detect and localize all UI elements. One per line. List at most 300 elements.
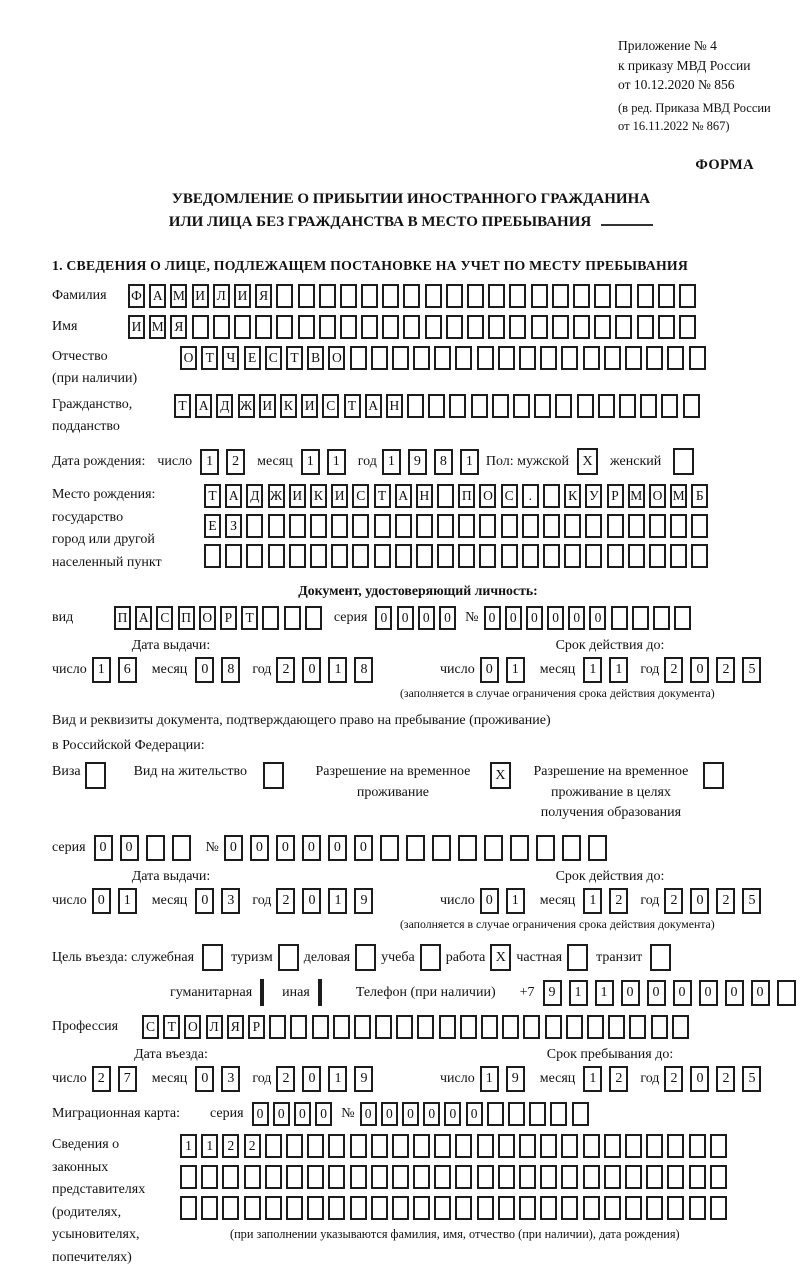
char-cell[interactable]	[531, 315, 548, 339]
char-cell[interactable]	[328, 1196, 345, 1220]
char-cell[interactable]: 1	[569, 980, 588, 1006]
char-cell[interactable]: Р	[607, 484, 624, 508]
char-cell[interactable]	[674, 606, 691, 630]
char-cell[interactable]: 1	[480, 1066, 499, 1092]
char-cell[interactable]: 6	[118, 657, 137, 683]
char-cell[interactable]: 1	[583, 657, 602, 683]
char-cell[interactable]: 1	[328, 888, 347, 914]
char-cell[interactable]	[536, 835, 555, 861]
char-cell[interactable]: 1	[506, 657, 525, 683]
char-cell[interactable]: 3	[221, 1066, 240, 1092]
char-cell[interactable]	[392, 1134, 409, 1158]
char-cell[interactable]: 5	[742, 888, 761, 914]
char-cell[interactable]	[481, 1015, 498, 1039]
char-cell[interactable]	[307, 1134, 324, 1158]
purpose-humanitarian-checkbox[interactable]	[260, 979, 264, 1006]
char-cell[interactable]	[269, 1015, 286, 1039]
char-cell[interactable]	[395, 514, 412, 538]
char-cell[interactable]: С	[265, 346, 282, 370]
char-cell[interactable]	[653, 606, 670, 630]
char-cell[interactable]	[286, 1134, 303, 1158]
char-cell[interactable]: 0	[439, 606, 456, 630]
char-cell[interactable]	[710, 1196, 727, 1220]
char-cell[interactable]	[284, 606, 301, 630]
char-cell[interactable]	[298, 315, 315, 339]
char-cell[interactable]: 1	[118, 888, 137, 914]
char-cell[interactable]	[625, 1196, 642, 1220]
char-cell[interactable]: А	[195, 394, 212, 418]
char-cell[interactable]: 1	[328, 657, 347, 683]
char-cell[interactable]	[604, 1134, 621, 1158]
char-cell[interactable]	[540, 1134, 557, 1158]
char-cell[interactable]: О	[479, 484, 496, 508]
char-cell[interactable]: О	[199, 606, 216, 630]
char-cell[interactable]	[649, 514, 666, 538]
char-cell[interactable]	[425, 315, 442, 339]
char-cell[interactable]: И	[259, 394, 276, 418]
char-cell[interactable]: 0	[94, 835, 113, 861]
char-cell[interactable]: Ж	[238, 394, 255, 418]
char-cell[interactable]: М	[170, 284, 187, 308]
purpose-official-checkbox[interactable]	[202, 944, 223, 971]
char-cell[interactable]	[519, 346, 536, 370]
char-cell[interactable]	[577, 394, 594, 418]
char-cell[interactable]: 2	[92, 1066, 111, 1092]
char-cell[interactable]: 0	[568, 606, 585, 630]
char-cell[interactable]: 0	[195, 657, 214, 683]
char-cell[interactable]: 0	[294, 1102, 311, 1126]
char-cell[interactable]	[689, 346, 706, 370]
char-cell[interactable]	[265, 1134, 282, 1158]
char-cell[interactable]	[371, 1134, 388, 1158]
char-cell[interactable]	[449, 394, 466, 418]
char-cell[interactable]: 0	[690, 657, 709, 683]
char-cell[interactable]	[350, 1196, 367, 1220]
char-cell[interactable]	[460, 1015, 477, 1039]
char-cell[interactable]: И	[289, 484, 306, 508]
char-cell[interactable]: Т	[201, 346, 218, 370]
char-cell[interactable]	[413, 1134, 430, 1158]
char-cell[interactable]	[540, 1165, 557, 1189]
char-cell[interactable]: У	[585, 484, 602, 508]
char-cell[interactable]: Т	[344, 394, 361, 418]
char-cell[interactable]: Т	[374, 484, 391, 508]
char-cell[interactable]	[340, 315, 357, 339]
char-cell[interactable]	[658, 315, 675, 339]
char-cell[interactable]: 2	[664, 657, 683, 683]
char-cell[interactable]: 5	[742, 1066, 761, 1092]
char-cell[interactable]	[501, 514, 518, 538]
char-cell[interactable]: И	[234, 284, 251, 308]
char-cell[interactable]	[246, 544, 263, 568]
char-cell[interactable]: Н	[386, 394, 403, 418]
char-cell[interactable]: П	[458, 484, 475, 508]
char-cell[interactable]: 0	[302, 888, 321, 914]
char-cell[interactable]: Е	[204, 514, 221, 538]
char-cell[interactable]	[691, 514, 708, 538]
char-cell[interactable]: 8	[354, 657, 373, 683]
char-cell[interactable]	[350, 1134, 367, 1158]
char-cell[interactable]	[180, 1196, 197, 1220]
char-cell[interactable]: 9	[354, 888, 373, 914]
char-cell[interactable]	[498, 346, 515, 370]
char-cell[interactable]: О	[184, 1015, 201, 1039]
char-cell[interactable]	[374, 514, 391, 538]
char-cell[interactable]: 0	[699, 980, 718, 1006]
char-cell[interactable]: 0	[418, 606, 435, 630]
char-cell[interactable]: 0	[621, 980, 640, 1006]
char-cell[interactable]	[611, 606, 628, 630]
char-cell[interactable]	[667, 1196, 684, 1220]
char-cell[interactable]: 0	[315, 1102, 332, 1126]
char-cell[interactable]: 2	[664, 1066, 683, 1092]
char-cell[interactable]: 1	[180, 1134, 197, 1158]
char-cell[interactable]: И	[331, 484, 348, 508]
char-cell[interactable]	[286, 1196, 303, 1220]
char-cell[interactable]	[432, 835, 451, 861]
char-cell[interactable]: 0	[505, 606, 522, 630]
char-cell[interactable]: 1	[609, 657, 628, 683]
char-cell[interactable]	[543, 544, 560, 568]
char-cell[interactable]: 0	[302, 835, 321, 861]
char-cell[interactable]: 0	[375, 606, 392, 630]
char-cell[interactable]: 0	[725, 980, 744, 1006]
char-cell[interactable]	[354, 1015, 371, 1039]
char-cell[interactable]	[392, 1165, 409, 1189]
char-cell[interactable]: Б	[691, 484, 708, 508]
char-cell[interactable]: Т	[174, 394, 191, 418]
char-cell[interactable]	[564, 544, 581, 568]
char-cell[interactable]: Л	[206, 1015, 223, 1039]
char-cell[interactable]: 9	[408, 449, 427, 475]
char-cell[interactable]	[361, 284, 378, 308]
char-cell[interactable]	[213, 315, 230, 339]
char-cell[interactable]	[540, 346, 557, 370]
char-cell[interactable]	[683, 394, 700, 418]
char-cell[interactable]	[455, 1196, 472, 1220]
char-cell[interactable]	[307, 1196, 324, 1220]
char-cell[interactable]	[234, 315, 251, 339]
sex-female-checkbox[interactable]	[673, 448, 694, 475]
char-cell[interactable]	[672, 1015, 689, 1039]
char-cell[interactable]	[458, 544, 475, 568]
char-cell[interactable]	[607, 544, 624, 568]
char-cell[interactable]: 0	[120, 835, 139, 861]
char-cell[interactable]	[437, 484, 454, 508]
char-cell[interactable]: В	[307, 346, 324, 370]
char-cell[interactable]	[328, 1165, 345, 1189]
char-cell[interactable]	[479, 514, 496, 538]
char-cell[interactable]	[246, 514, 263, 538]
char-cell[interactable]: Т	[286, 346, 303, 370]
char-cell[interactable]	[319, 284, 336, 308]
char-cell[interactable]: 0	[360, 1102, 377, 1126]
char-cell[interactable]: С	[352, 484, 369, 508]
char-cell[interactable]	[594, 284, 611, 308]
char-cell[interactable]	[502, 1015, 519, 1039]
char-cell[interactable]	[661, 394, 678, 418]
char-cell[interactable]: 2	[276, 657, 295, 683]
char-cell[interactable]: З	[225, 514, 242, 538]
char-cell[interactable]	[276, 284, 293, 308]
char-cell[interactable]	[487, 1102, 504, 1126]
char-cell[interactable]	[566, 1015, 583, 1039]
char-cell[interactable]: 9	[506, 1066, 525, 1092]
char-cell[interactable]: П	[114, 606, 131, 630]
char-cell[interactable]	[498, 1165, 515, 1189]
char-cell[interactable]: С	[142, 1015, 159, 1039]
char-cell[interactable]: 1	[328, 1066, 347, 1092]
char-cell[interactable]	[307, 1165, 324, 1189]
char-cell[interactable]	[604, 346, 621, 370]
char-cell[interactable]	[477, 346, 494, 370]
char-cell[interactable]	[649, 544, 666, 568]
purpose-study-checkbox[interactable]	[420, 944, 441, 971]
char-cell[interactable]	[340, 284, 357, 308]
char-cell[interactable]	[534, 394, 551, 418]
char-cell[interactable]	[625, 1134, 642, 1158]
char-cell[interactable]: 0	[673, 980, 692, 1006]
char-cell[interactable]	[467, 315, 484, 339]
char-cell[interactable]: 2	[222, 1134, 239, 1158]
char-cell[interactable]	[395, 544, 412, 568]
char-cell[interactable]	[689, 1165, 706, 1189]
char-cell[interactable]: Ч	[222, 346, 239, 370]
char-cell[interactable]	[479, 544, 496, 568]
char-cell[interactable]: М	[670, 484, 687, 508]
char-cell[interactable]	[361, 315, 378, 339]
char-cell[interactable]	[265, 1165, 282, 1189]
char-cell[interactable]: 0	[273, 1102, 290, 1126]
char-cell[interactable]	[222, 1165, 239, 1189]
char-cell[interactable]: О	[180, 346, 197, 370]
char-cell[interactable]: 1	[301, 449, 320, 475]
char-cell[interactable]	[455, 346, 472, 370]
char-cell[interactable]: 2	[716, 888, 735, 914]
char-cell[interactable]	[413, 1196, 430, 1220]
char-cell[interactable]	[561, 1165, 578, 1189]
char-cell[interactable]: 2	[609, 1066, 628, 1092]
char-cell[interactable]	[679, 284, 696, 308]
char-cell[interactable]: Л	[213, 284, 230, 308]
char-cell[interactable]: А	[225, 484, 242, 508]
char-cell[interactable]: 1	[460, 449, 479, 475]
char-cell[interactable]: 3	[221, 888, 240, 914]
char-cell[interactable]	[658, 284, 675, 308]
temp-residence-edu-checkbox[interactable]	[703, 762, 724, 789]
char-cell[interactable]	[255, 315, 272, 339]
char-cell[interactable]	[588, 835, 607, 861]
char-cell[interactable]	[488, 315, 505, 339]
char-cell[interactable]	[637, 284, 654, 308]
char-cell[interactable]: 0	[423, 1102, 440, 1126]
char-cell[interactable]: 0	[402, 1102, 419, 1126]
char-cell[interactable]	[583, 346, 600, 370]
visa-checkbox[interactable]	[85, 762, 106, 789]
char-cell[interactable]	[382, 315, 399, 339]
char-cell[interactable]	[437, 544, 454, 568]
char-cell[interactable]: .	[522, 484, 539, 508]
char-cell[interactable]	[615, 284, 632, 308]
char-cell[interactable]	[434, 1165, 451, 1189]
char-cell[interactable]	[501, 544, 518, 568]
char-cell[interactable]	[467, 284, 484, 308]
char-cell[interactable]	[572, 1102, 589, 1126]
char-cell[interactable]: 0	[224, 835, 243, 861]
char-cell[interactable]: 0	[302, 657, 321, 683]
char-cell[interactable]: 0	[397, 606, 414, 630]
char-cell[interactable]	[458, 835, 477, 861]
char-cell[interactable]	[710, 1165, 727, 1189]
char-cell[interactable]: Н	[416, 484, 433, 508]
char-cell[interactable]	[310, 544, 327, 568]
char-cell[interactable]	[519, 1165, 536, 1189]
char-cell[interactable]	[434, 1134, 451, 1158]
char-cell[interactable]	[471, 394, 488, 418]
char-cell[interactable]	[573, 284, 590, 308]
char-cell[interactable]	[522, 514, 539, 538]
char-cell[interactable]	[625, 1165, 642, 1189]
char-cell[interactable]: 2	[716, 657, 735, 683]
char-cell[interactable]: М	[149, 315, 166, 339]
char-cell[interactable]	[628, 544, 645, 568]
char-cell[interactable]	[552, 315, 569, 339]
char-cell[interactable]	[289, 544, 306, 568]
char-cell[interactable]: 8	[221, 657, 240, 683]
char-cell[interactable]: И	[301, 394, 318, 418]
char-cell[interactable]	[416, 514, 433, 538]
char-cell[interactable]: 1	[201, 1134, 218, 1158]
purpose-other-checkbox[interactable]	[318, 979, 322, 1006]
char-cell[interactable]: С	[322, 394, 339, 418]
char-cell[interactable]	[691, 544, 708, 568]
char-cell[interactable]	[331, 544, 348, 568]
char-cell[interactable]: К	[310, 484, 327, 508]
char-cell[interactable]: Т	[204, 484, 221, 508]
char-cell[interactable]: 0	[480, 888, 499, 914]
char-cell[interactable]	[382, 284, 399, 308]
char-cell[interactable]: 1	[200, 449, 219, 475]
char-cell[interactable]	[371, 1165, 388, 1189]
char-cell[interactable]: И	[128, 315, 145, 339]
char-cell[interactable]	[416, 544, 433, 568]
char-cell[interactable]	[446, 284, 463, 308]
char-cell[interactable]: О	[649, 484, 666, 508]
char-cell[interactable]: 2	[244, 1134, 261, 1158]
char-cell[interactable]	[244, 1165, 261, 1189]
char-cell[interactable]	[562, 835, 581, 861]
char-cell[interactable]	[371, 1196, 388, 1220]
char-cell[interactable]: 1	[583, 888, 602, 914]
char-cell[interactable]: 0	[690, 1066, 709, 1092]
char-cell[interactable]	[484, 835, 503, 861]
char-cell[interactable]	[667, 1165, 684, 1189]
char-cell[interactable]	[371, 346, 388, 370]
char-cell[interactable]	[670, 514, 687, 538]
char-cell[interactable]: Д	[216, 394, 233, 418]
char-cell[interactable]	[265, 1196, 282, 1220]
char-cell[interactable]	[543, 514, 560, 538]
char-cell[interactable]	[352, 514, 369, 538]
char-cell[interactable]: Е	[244, 346, 261, 370]
char-cell[interactable]: 0	[690, 888, 709, 914]
char-cell[interactable]	[180, 1165, 197, 1189]
char-cell[interactable]	[310, 514, 327, 538]
char-cell[interactable]	[319, 315, 336, 339]
char-cell[interactable]: 0	[589, 606, 606, 630]
char-cell[interactable]	[286, 1165, 303, 1189]
char-cell[interactable]	[392, 1196, 409, 1220]
char-cell[interactable]: 0	[480, 657, 499, 683]
char-cell[interactable]: 1	[583, 1066, 602, 1092]
char-cell[interactable]	[328, 1134, 345, 1158]
char-cell[interactable]	[598, 394, 615, 418]
char-cell[interactable]	[679, 315, 696, 339]
char-cell[interactable]	[192, 315, 209, 339]
char-cell[interactable]: К	[564, 484, 581, 508]
char-cell[interactable]	[268, 544, 285, 568]
char-cell[interactable]	[561, 346, 578, 370]
char-cell[interactable]: 1	[327, 449, 346, 475]
char-cell[interactable]	[403, 284, 420, 308]
char-cell[interactable]	[608, 1015, 625, 1039]
char-cell[interactable]	[477, 1165, 494, 1189]
char-cell[interactable]: Ф	[128, 284, 145, 308]
char-cell[interactable]: 1	[506, 888, 525, 914]
purpose-tourism-checkbox[interactable]	[278, 944, 299, 971]
char-cell[interactable]: 2	[716, 1066, 735, 1092]
char-cell[interactable]	[540, 1196, 557, 1220]
char-cell[interactable]	[350, 346, 367, 370]
char-cell[interactable]	[146, 835, 165, 861]
char-cell[interactable]	[513, 394, 530, 418]
char-cell[interactable]	[508, 1102, 525, 1126]
char-cell[interactable]: А	[365, 394, 382, 418]
char-cell[interactable]	[637, 315, 654, 339]
char-cell[interactable]: 0	[647, 980, 666, 1006]
char-cell[interactable]	[519, 1134, 536, 1158]
char-cell[interactable]	[607, 514, 624, 538]
char-cell[interactable]: И	[192, 284, 209, 308]
char-cell[interactable]: 0	[466, 1102, 483, 1126]
char-cell[interactable]	[552, 284, 569, 308]
char-cell[interactable]: 7	[118, 1066, 137, 1092]
char-cell[interactable]	[710, 1134, 727, 1158]
char-cell[interactable]	[477, 1196, 494, 1220]
char-cell[interactable]: Р	[220, 606, 237, 630]
char-cell[interactable]	[446, 315, 463, 339]
char-cell[interactable]: 0	[381, 1102, 398, 1126]
char-cell[interactable]	[305, 606, 322, 630]
char-cell[interactable]	[646, 1196, 663, 1220]
char-cell[interactable]	[640, 394, 657, 418]
char-cell[interactable]: С	[156, 606, 173, 630]
char-cell[interactable]: Д	[246, 484, 263, 508]
char-cell[interactable]	[583, 1165, 600, 1189]
char-cell[interactable]	[333, 1015, 350, 1039]
char-cell[interactable]: 0	[526, 606, 543, 630]
char-cell[interactable]: 5	[742, 657, 761, 683]
char-cell[interactable]	[670, 544, 687, 568]
char-cell[interactable]	[407, 394, 424, 418]
char-cell[interactable]	[403, 315, 420, 339]
char-cell[interactable]	[350, 1165, 367, 1189]
char-cell[interactable]	[509, 315, 526, 339]
char-cell[interactable]	[374, 544, 391, 568]
char-cell[interactable]	[564, 514, 581, 538]
char-cell[interactable]	[585, 544, 602, 568]
char-cell[interactable]	[628, 514, 645, 538]
